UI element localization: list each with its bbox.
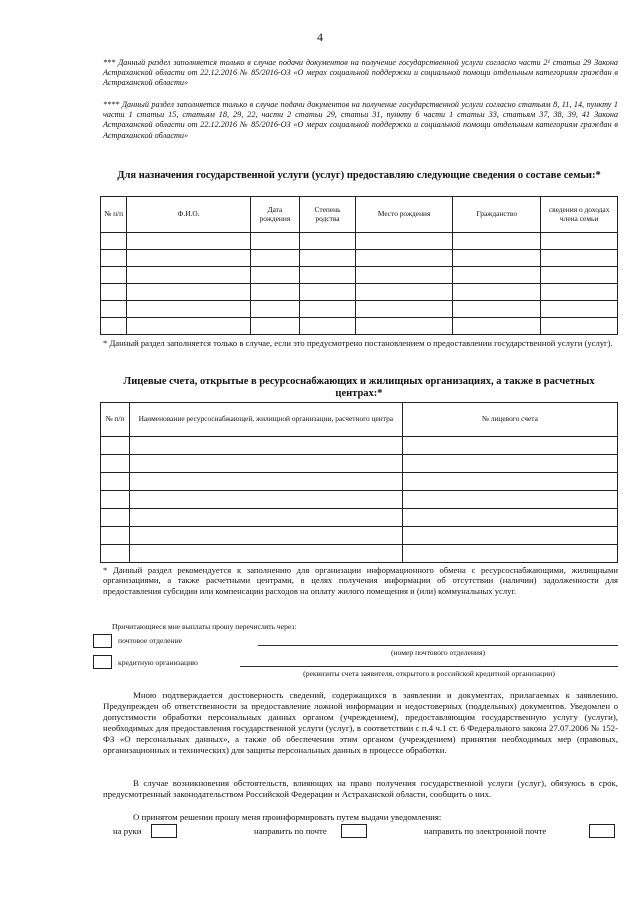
table-row: [101, 318, 618, 335]
col-income: сведения о доходах члена семьи: [541, 197, 618, 233]
accounts-section-title: Лицевые счета, открытые в ресурсоснабжающих и жилищных организациях, а также в расчетных центрах:*: [123, 376, 595, 399]
table-row: [101, 545, 618, 563]
option-email-checkbox[interactable]: [589, 824, 615, 838]
page-number: 4: [317, 30, 323, 44]
accounts-footnote: * Данный раздел рекомендуется к заполнению для организации информационного обмена с ресурсоснабжающими, жилищными организациями, а также расчетными центрами, в целях получения информации об отсутствии (наличии) задолженности для предоставления субсидии или компенсации расходов на оплату жилого помещения и (или) коммунальных услуг.: [103, 565, 618, 596]
table-row: [101, 233, 618, 250]
table-row: [101, 491, 618, 509]
post-office-input-line[interactable]: [258, 645, 618, 646]
table-row: [101, 437, 618, 455]
obligation-paragraph: В случае возникновения обстоятельств, влияющих на право получения государственной услуги (услуг), обязуюсь в срок, предусмотренный законодательством Российской Федерации и Астраханской области, сообщить о них.: [103, 778, 618, 799]
table-row: [101, 455, 618, 473]
accounts-table: [100, 402, 618, 563]
consent-paragraph: Мною подтверждается достоверность сведений, содержащихся в заявлении и документах, прилагаемых к заявлению. Предупрежден об ответственности за предоставление ложной информации и недостоверных (поддельных) документов. Уведомлен о допустимости обработки персональных данных органом (учреждением), предоставляющим государственную услугу (услуги), необходимых для предоставления государственной услуги (услуг), в соответствии с п.4 ч.1 ст. 6 Федерального закона 27.07.2006 № 152-ФЗ «О персональных данных», а также об обеспечении этим органом (учреждением) принятия необходимых мер (правовых, организационных и технических) для защиты персональных данных в процессе обработки.: [103, 690, 618, 755]
family-section-title: Для назначения государственной услуги (услуг) предоставляю следующие сведения о составе семьи:*: [117, 170, 601, 181]
option-hands-label: на руки: [113, 826, 142, 836]
post-office-checkbox[interactable]: [93, 634, 112, 648]
payment-intro: Причитающиеся мне выплаты прошу перечислять через:: [112, 622, 297, 631]
bank-checkbox[interactable]: [93, 655, 112, 669]
option-email-label: направить по электронной почте: [424, 826, 547, 836]
table-row: [101, 509, 618, 527]
bank-label: кредитную организацию: [118, 658, 198, 667]
col-account-number: № лицевого счета: [402, 403, 617, 437]
table-row: [101, 301, 618, 318]
col-birth-place: Место рождения: [356, 197, 453, 233]
table-row: [101, 473, 618, 491]
col-organization: Наименование ресурсоснабжающей, жилищной организации, расчетного центра: [129, 403, 402, 437]
table-row: [101, 527, 618, 545]
option-post-checkbox[interactable]: [341, 824, 367, 838]
col-birth-date: Дата рождения: [250, 197, 299, 233]
table-row: [101, 267, 618, 284]
family-footnote: * Данный раздел заполняется только в случае, если это предусмотрено постановлением о предоставлении государственной услуги (услуг).: [103, 338, 613, 348]
col-citizenship: Гражданство: [453, 197, 541, 233]
col-number: № п/п: [101, 403, 130, 437]
table-row: [101, 250, 618, 267]
note-four-stars: **** Данный раздел заполняется только в случае подачи документов на получение государственной услуги согласно статьям 8, 11, 14, пункту 1 части 1 статьи 15, статьям 18, 29, 22, части 2 статьи 29, статьи 31, пункту 6 части 1 статьи 33, статьям 37, 38, 39, 41 Закона Астраханской области от 22.12.2016 № 85/2016-ОЗ «О мерах социальной поддержки и социальной помощи отдельным категориям граждан в Астраханской области»: [103, 100, 618, 140]
family-table: [100, 196, 618, 335]
col-fio: Ф.И.О.: [127, 197, 251, 233]
bank-input-line[interactable]: [240, 666, 618, 667]
option-hands-checkbox[interactable]: [151, 824, 177, 838]
bank-hint: (реквизиты счета заявителя, открытого в российской кредитной организации): [303, 669, 555, 678]
notification-paragraph: О принятом решении прошу меня проинформировать путем выдачи уведомления:: [133, 812, 442, 822]
col-relation: Степень родства: [299, 197, 355, 233]
note-three-stars: *** Данный раздел заполняется только в случае подачи документов на получение государственной услуги согласно части 2¹ статьи 29 Закона Астраханской области от 22.12.2016 № 85/2016-ОЗ «О мерах социальной поддержки и социальной помощи отдельным категориям граждан в Астраханской области»: [103, 58, 618, 88]
col-number: № п/п: [101, 197, 127, 233]
post-office-hint: (номер почтового отделения): [390, 648, 486, 657]
table-row: [101, 284, 618, 301]
post-office-label: почтовое отделение: [118, 636, 182, 645]
option-post-label: направить по почте: [254, 826, 327, 836]
